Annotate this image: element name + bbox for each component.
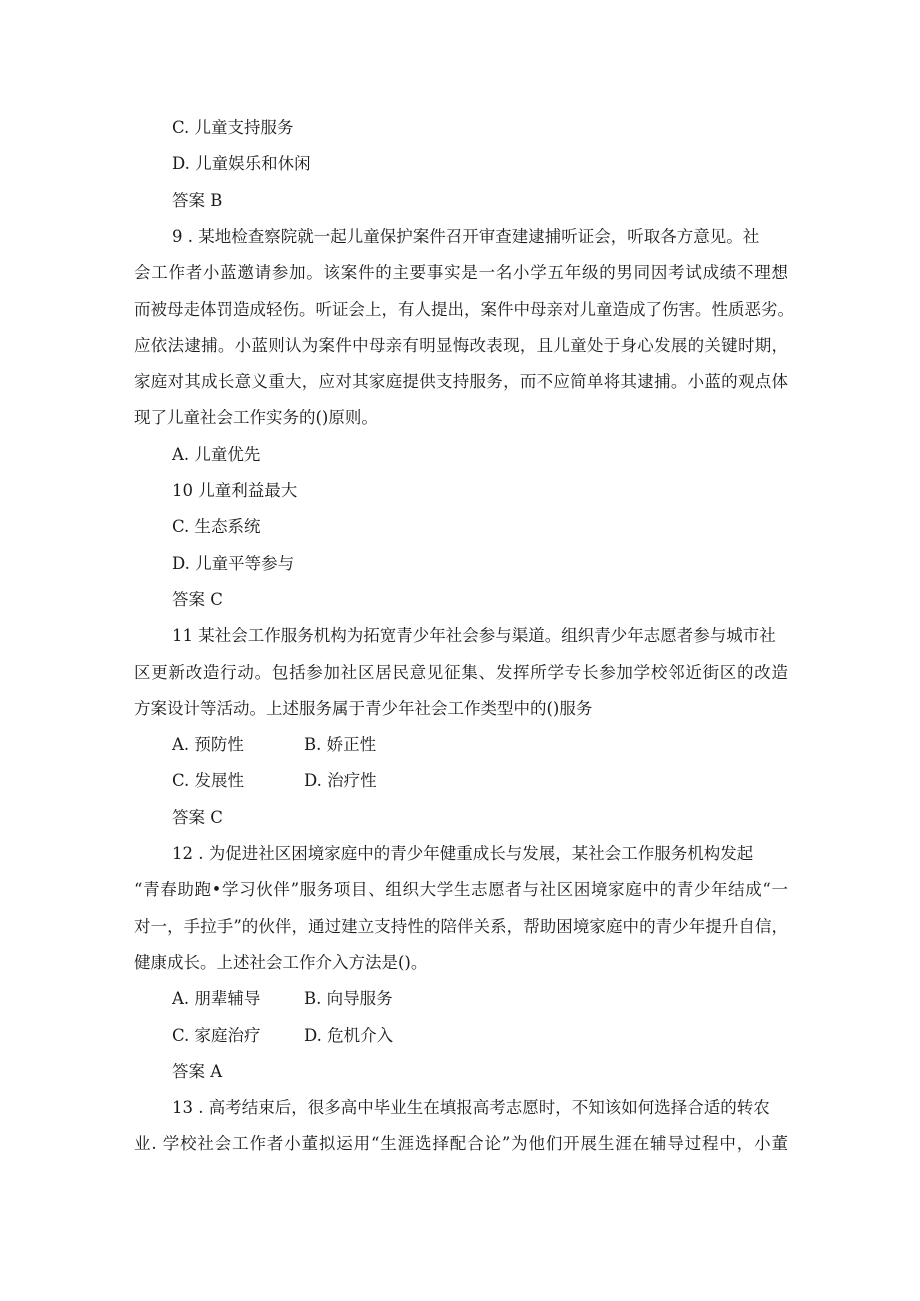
option-line: D. 危机介入 [304, 1025, 394, 1045]
question-text-line: 方案设计等活动。上述服务属于青少年社会工作类型中的()服务 [134, 698, 593, 718]
option-line: D. 儿童娱乐和休闲 [172, 154, 311, 174]
answer-line: 答案 C [172, 589, 223, 609]
question-text-line: 12 . 为促进社区困境家庭中的青少年健重成长与发展，某社会工作服务机构发起 [172, 844, 754, 863]
question-text-line: 健康成长。上述社会工作介入方法是()。 [134, 952, 428, 972]
option-line: D. 儿童平等参与 [172, 553, 295, 573]
answer-line: 答案 C [172, 807, 223, 827]
question-text-line: 11 某社会工作服务机构为拓宽青少年社会参与渠道。组织青少年志愿者参与城市社 [172, 626, 776, 646]
option-line: C. 儿童支持服务 [172, 118, 294, 137]
question-text-line: 家庭对其成长意义重大，应对其家庭提供支持服务，而不应简单将其逮捕。小蓝的观点体 [134, 372, 788, 392]
question-text-line: 应依法逮捕。小蓝则认为案件中母亲有明显悔改表现，且儿童处于身心发展的关键时期， [134, 335, 788, 355]
question-text-line: 9 . 某地检查察院就一起儿童保护案件召开审查建逮捕听证会，听取各方意见。社 [172, 226, 760, 246]
question-text-line: 而被母走体罚造成轻伤。听证会上，有人提出，案件中母亲对儿童造成了伤害。性质恶劣。 [134, 299, 794, 319]
question-text-line: 业. 学校社会工作者小董拟运用“生涯选择配合论”为他们开展生涯在辅导过程中，小董 [134, 1134, 788, 1154]
question-text-line: 对一，手拉手”的伙伴，通过建立支持性的陪伴关系，帮助困境家庭中的青少年提升自信， [134, 916, 788, 936]
option-line: 10 儿童利益最大 [172, 481, 298, 500]
question-text-line: 区更新改造行动。包括参加社区居民意见征集、发挥所学专长参加学校邻近街区的改造 [134, 662, 788, 682]
option-line: C. 发展性 [172, 771, 245, 791]
option-line: A. 儿童优先 [172, 444, 261, 464]
question-text-line: 13 . 高考结束后，很多高中毕业生在填报高考志愿时，不知该如何选择合适的转农 [172, 1098, 770, 1118]
option-line: A. 预防性 [172, 735, 244, 755]
answer-line: 答案 A [172, 1061, 223, 1081]
question-text-line: 现了儿童社会工作实务的()原则。 [134, 408, 378, 428]
option-line: A. 朋辈辅导 [172, 989, 261, 1009]
question-text-line: “青春助跑•学习伙伴”服务项目、组织大学生志愿者与社区困境家庭中的青少年结成“一 [134, 880, 788, 900]
option-line: C. 生态系统 [172, 517, 261, 537]
answer-line: 答案 B [172, 190, 223, 210]
question-text-line: 会工作者小蓝邀请参加。该案件的主要事实是一名小学五年级的男同因考试成绩不理想 [134, 263, 788, 283]
option-line: C. 家庭治疗 [172, 1025, 261, 1045]
option-line: B. 娇正性 [304, 735, 377, 755]
option-line: B. 向导服务 [304, 989, 393, 1009]
option-line: D. 治疗性 [304, 771, 377, 791]
